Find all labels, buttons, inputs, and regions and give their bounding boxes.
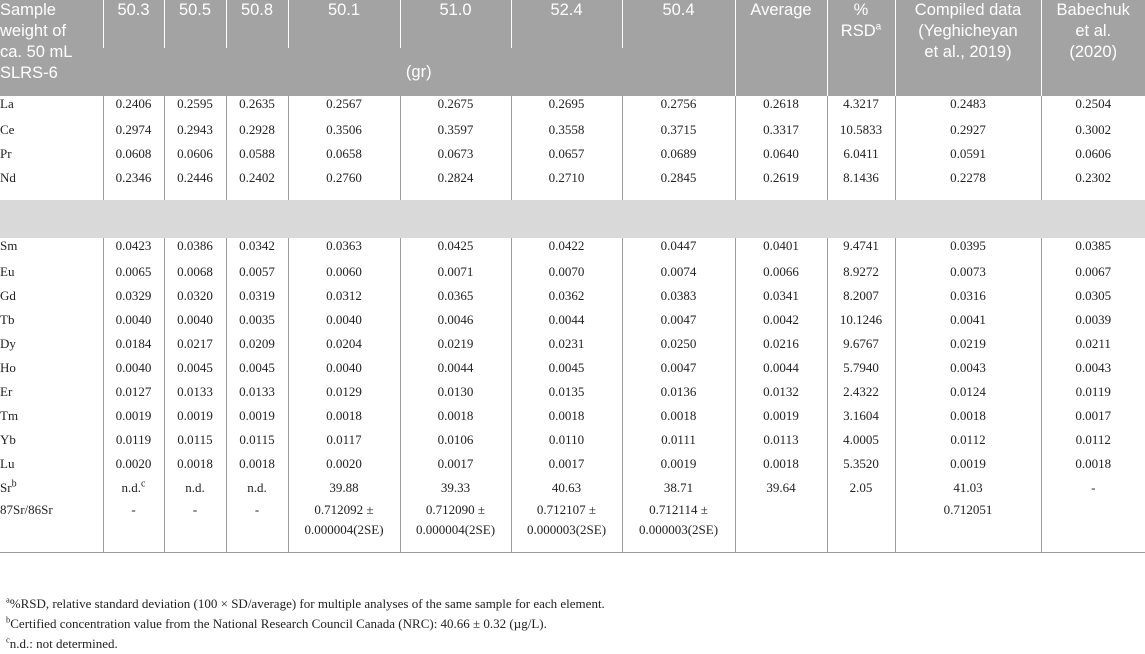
value-cell: 0.0020 — [103, 452, 164, 476]
value-cell: 0.0588 — [226, 142, 288, 166]
value-cell: 0.0209 — [226, 332, 288, 356]
table-row — [0, 332, 1145, 356]
value-cell: 0.2635 — [226, 96, 288, 118]
header-row — [0, 0, 1145, 48]
value-cell: 0.0045 — [511, 356, 622, 380]
table-row — [0, 284, 1145, 308]
spacer-cell — [400, 540, 511, 553]
value-cell: 0.0017 — [400, 452, 511, 476]
weight-header: 50.3 — [103, 0, 164, 48]
value-cell: 0.2756 — [622, 96, 735, 118]
element-cell: Er — [0, 384, 13, 399]
spacer-cell — [895, 540, 1041, 553]
spacer-cell — [164, 540, 226, 553]
value-cell: 0.0065 — [103, 260, 164, 284]
rsd-cell: 6.0411 — [827, 142, 895, 166]
value-cell: - — [103, 500, 164, 540]
value-cell: 0.2675 — [400, 96, 511, 118]
value-cell: 0.0068 — [164, 260, 226, 284]
value-cell: 0.0219 — [400, 332, 511, 356]
value-cell: 0.0383 — [622, 284, 735, 308]
spacer-cell — [288, 540, 400, 553]
rsd-cell — [827, 500, 895, 540]
value-cell: 0.0110 — [511, 428, 622, 452]
value-cell: 0.0231 — [511, 332, 622, 356]
compiled-cell: 0.0041 — [895, 308, 1041, 332]
rsd-cell: 8.9272 — [827, 260, 895, 284]
table-row — [0, 142, 1145, 166]
value-cell: 0.712090 ± 0.000004(2SE) — [400, 500, 511, 540]
rsd-cell: 10.5833 — [827, 118, 895, 142]
value-cell: 0.0020 — [288, 452, 400, 476]
sample-weight-header: Sample weight of ca. 50 mL SLRS-6 — [0, 0, 103, 96]
element-cell: Lu — [0, 456, 15, 471]
table-row — [0, 238, 1145, 260]
footnote: $^b$Certified concentration value from the National Research Council Canada (NRC): 40.66 ± 0.32 (µg/L). — [6, 614, 547, 631]
value-cell: 0.0127 — [103, 380, 164, 404]
value-cell: 0.0312 — [288, 284, 400, 308]
value-cell: 0.0217 — [164, 332, 226, 356]
average-cell: 0.0044 — [735, 356, 827, 380]
weight-header: 50.5 — [164, 0, 226, 48]
value-cell: 0.2446 — [164, 166, 226, 190]
value-cell: 0.0447 — [622, 238, 735, 260]
value-cell: 0.2943 — [164, 118, 226, 142]
value-cell: 0.0040 — [288, 308, 400, 332]
value-cell: 0.0018 — [622, 404, 735, 428]
element-cell: Pr — [0, 146, 12, 161]
babechuk-cell: 0.0018 — [1041, 452, 1145, 476]
value-cell: 0.0040 — [103, 308, 164, 332]
value-cell: 0.0018 — [400, 404, 511, 428]
average-cell: 0.0216 — [735, 332, 827, 356]
compiled-cell: 0.0219 — [895, 332, 1041, 356]
table-row — [0, 166, 1145, 190]
value-cell: 0.0115 — [226, 428, 288, 452]
babechuk-cell: 0.0119 — [1041, 380, 1145, 404]
compiled-cell: 0.0395 — [895, 238, 1041, 260]
value-cell: 0.2595 — [164, 96, 226, 118]
compiled-cell: 0.0316 — [895, 284, 1041, 308]
babechuk-cell: 0.0305 — [1041, 284, 1145, 308]
value-cell: 0.2760 — [288, 166, 400, 190]
value-cell: 0.0423 — [103, 238, 164, 260]
spacer-cell — [622, 540, 735, 553]
table-row — [0, 118, 1145, 142]
rsd-cell: 3.1604 — [827, 404, 895, 428]
value-cell: 0.0017 — [511, 452, 622, 476]
average-header: Average — [735, 0, 827, 96]
babechuk-cell: 0.0112 — [1041, 428, 1145, 452]
average-cell: 0.0018 — [735, 452, 827, 476]
value-cell: 0.0019 — [622, 452, 735, 476]
value-cell: 0.0133 — [226, 380, 288, 404]
value-cell: 39.33 — [400, 476, 511, 500]
value-cell: 0.0111 — [622, 428, 735, 452]
babechuk-cell: 0.0067 — [1041, 260, 1145, 284]
value-cell: 0.0673 — [400, 142, 511, 166]
element-cell: 87Sr/86Sr — [0, 502, 53, 517]
value-cell: 0.2974 — [103, 118, 164, 142]
average-cell: 0.0341 — [735, 284, 827, 308]
value-cell: 0.2567 — [288, 96, 400, 118]
element-cell: Tb — [0, 312, 15, 327]
value-cell: 0.0133 — [164, 380, 226, 404]
value-cell: 38.71 — [622, 476, 735, 500]
babechuk-cell — [1041, 500, 1145, 540]
value-cell: 0.2695 — [511, 96, 622, 118]
element-cell: Ho — [0, 360, 16, 375]
value-cell: 0.0319 — [226, 284, 288, 308]
value-cell: 0.3506 — [288, 118, 400, 142]
value-cell: 0.0047 — [622, 308, 735, 332]
rsd-cell: 9.6767 — [827, 332, 895, 356]
compiled-cell: 0.0112 — [895, 428, 1041, 452]
element-cell: Yb — [0, 432, 16, 447]
table-row — [0, 96, 1145, 118]
value-cell: 0.0019 — [103, 404, 164, 428]
compiled-cell: 0.2278 — [895, 166, 1041, 190]
value-cell: 0.0045 — [226, 356, 288, 380]
value-cell: 0.0130 — [400, 380, 511, 404]
element-cell: La — [0, 96, 14, 111]
value-cell: 0.0342 — [226, 238, 288, 260]
element-cell: Gd — [0, 288, 16, 303]
value-cell: 0.0060 — [288, 260, 400, 284]
weight-header: 51.0 — [400, 0, 511, 48]
compiled-cell: 0.0043 — [895, 356, 1041, 380]
value-cell: 0.0057 — [226, 260, 288, 284]
value-cell: 0.0386 — [164, 238, 226, 260]
compiled-cell: 0.0124 — [895, 380, 1041, 404]
value-cell: 39.88 — [288, 476, 400, 500]
average-cell: 0.3317 — [735, 118, 827, 142]
average-cell: 0.2619 — [735, 166, 827, 190]
average-cell: 0.0640 — [735, 142, 827, 166]
footnote: $^a$%RSD, relative standard deviation (100 × SD/average) for multiple analyses of the same sample for each element. — [6, 594, 605, 611]
value-cell: n.d. — [226, 476, 288, 500]
value-cell: 0.0425 — [400, 238, 511, 260]
value-cell: 0.0070 — [511, 260, 622, 284]
compiled-cell: 0.2927 — [895, 118, 1041, 142]
value-cell: 0.0035 — [226, 308, 288, 332]
rsd-cell: 8.1436 — [827, 166, 895, 190]
compiled-cell: 0.0073 — [895, 260, 1041, 284]
babechuk-header: Babechuk et al. (2020) — [1041, 0, 1145, 96]
table-row — [0, 428, 1145, 452]
table-row-sr — [0, 476, 1145, 500]
value-cell: 0.0184 — [103, 332, 164, 356]
rsd-cell: 2.05 — [827, 476, 895, 500]
value-cell: 0.0018 — [288, 404, 400, 428]
table-row — [0, 404, 1145, 428]
rsd-cell: 8.2007 — [827, 284, 895, 308]
babechuk-cell: 0.2302 — [1041, 166, 1145, 190]
babechuk-cell: 0.0043 — [1041, 356, 1145, 380]
value-cell: 0.0019 — [226, 404, 288, 428]
value-cell: 0.712114 ± 0.000003(2SE) — [622, 500, 735, 540]
value-cell: - — [164, 500, 226, 540]
table-row — [0, 260, 1145, 284]
value-cell: 0.0608 — [103, 142, 164, 166]
value-cell: n.d. — [164, 476, 226, 500]
separator-band — [0, 190, 1145, 238]
spacer-cell — [511, 540, 622, 553]
value-cell: 0.0046 — [400, 308, 511, 332]
table-row — [0, 452, 1145, 476]
value-cell: 0.0044 — [400, 356, 511, 380]
value-cell: 0.0018 — [511, 404, 622, 428]
element-cell: Ce — [0, 122, 15, 137]
babechuk-cell: 0.0039 — [1041, 308, 1145, 332]
spacer-cell — [827, 540, 895, 553]
average-cell: 0.0113 — [735, 428, 827, 452]
value-cell: 0.0071 — [400, 260, 511, 284]
table-row — [0, 356, 1145, 380]
value-cell: 0.3597 — [400, 118, 511, 142]
value-cell: 0.0362 — [511, 284, 622, 308]
value-cell: 0.0204 — [288, 332, 400, 356]
rsd-cell: 5.3520 — [827, 452, 895, 476]
value-cell: 0.0115 — [164, 428, 226, 452]
element-cell: Nd — [0, 170, 16, 185]
average-cell: 0.0401 — [735, 238, 827, 260]
average-cell: 39.64 — [735, 476, 827, 500]
rsd-cell: 9.4741 — [827, 238, 895, 260]
value-cell: 0.2710 — [511, 166, 622, 190]
value-cell: 0.712092 ± 0.000004(2SE) — [288, 500, 400, 540]
value-cell: 0.0689 — [622, 142, 735, 166]
spacer-cell — [226, 540, 288, 553]
element-cell: Eu — [0, 264, 15, 279]
value-cell: 0.3715 — [622, 118, 735, 142]
value-cell: 0.0040 — [164, 308, 226, 332]
value-cell: 0.0040 — [103, 356, 164, 380]
value-cell: 0.0250 — [622, 332, 735, 356]
value-cell: 0.0074 — [622, 260, 735, 284]
value-cell: 0.712107 ± 0.000003(2SE) — [511, 500, 622, 540]
value-cell: 0.0045 — [164, 356, 226, 380]
value-cell: 0.0135 — [511, 380, 622, 404]
babechuk-cell: - — [1041, 476, 1145, 500]
table-row — [0, 308, 1145, 332]
value-cell: 0.3558 — [511, 118, 622, 142]
compiled-cell: 0.0591 — [895, 142, 1041, 166]
rsd-header: % RSD$^a$ — [827, 0, 895, 96]
table-row — [0, 380, 1145, 404]
value-cell: 0.0365 — [400, 284, 511, 308]
average-cell: 0.0042 — [735, 308, 827, 332]
babechuk-cell: 0.0606 — [1041, 142, 1145, 166]
value-cell: 0.0117 — [288, 428, 400, 452]
value-cell: 0.0018 — [226, 452, 288, 476]
element-cell: Tm — [0, 408, 19, 423]
compiled-data-header: Compiled data (Yeghicheyan et al., 2019) — [895, 0, 1041, 96]
value-cell: 0.0119 — [103, 428, 164, 452]
spacer-cell — [0, 540, 103, 553]
footnotes — [6, 594, 605, 654]
value-cell: 0.2406 — [103, 96, 164, 118]
weight-header: 50.1 — [288, 0, 400, 48]
value-cell: 0.0019 — [164, 404, 226, 428]
value-cell: 0.2845 — [622, 166, 735, 190]
element-cell: Sm — [0, 238, 18, 253]
rsd-cell: 2.4322 — [827, 380, 895, 404]
average-cell — [735, 500, 827, 540]
value-cell: 0.2402 — [226, 166, 288, 190]
value-cell: n.d.$^c$ — [103, 476, 164, 500]
rsd-cell: 4.3217 — [827, 96, 895, 118]
value-cell: 40.63 — [511, 476, 622, 500]
value-cell: 0.0657 — [511, 142, 622, 166]
footnote: $^c$n.d.: not determined. — [6, 634, 118, 651]
weight-header: 50.4 — [622, 0, 735, 48]
compiled-cell: 0.0019 — [895, 452, 1041, 476]
average-cell: 0.0132 — [735, 380, 827, 404]
babechuk-cell: 0.0211 — [1041, 332, 1145, 356]
value-cell: 0.0422 — [511, 238, 622, 260]
spacer-cell — [103, 540, 164, 553]
value-cell: 0.0658 — [288, 142, 400, 166]
babechuk-cell: 0.3002 — [1041, 118, 1145, 142]
weight-header: 52.4 — [511, 0, 622, 48]
value-cell: 0.0363 — [288, 238, 400, 260]
babechuk-cell: 0.2504 — [1041, 96, 1145, 118]
value-cell: 0.0320 — [164, 284, 226, 308]
value-cell: 0.0106 — [400, 428, 511, 452]
value-cell: 0.0044 — [511, 308, 622, 332]
value-cell: 0.0040 — [288, 356, 400, 380]
value-cell: 0.0018 — [164, 452, 226, 476]
value-cell: 0.0129 — [288, 380, 400, 404]
value-cell: 0.0606 — [164, 142, 226, 166]
element-cell: Sr$^b$ — [0, 478, 17, 495]
spacer-cell — [1041, 540, 1145, 553]
compiled-cell: 0.0018 — [895, 404, 1041, 428]
average-cell: 0.0019 — [735, 404, 827, 428]
table-body-bottom — [0, 238, 1145, 553]
unit-header: (gr) — [103, 48, 735, 96]
babechuk-cell: 0.0385 — [1041, 238, 1145, 260]
average-cell: 0.0066 — [735, 260, 827, 284]
value-cell: - — [226, 500, 288, 540]
rsd-cell: 10.1246 — [827, 308, 895, 332]
weight-header: 50.8 — [226, 0, 288, 48]
value-cell: 0.2928 — [226, 118, 288, 142]
spacer-cell — [735, 540, 827, 553]
rsd-cell: 4.0005 — [827, 428, 895, 452]
value-cell: 0.2346 — [103, 166, 164, 190]
table-row-isotope — [0, 500, 1145, 540]
value-cell: 0.0136 — [622, 380, 735, 404]
compiled-cell: 41.03 — [895, 476, 1041, 500]
value-cell: 0.0047 — [622, 356, 735, 380]
babechuk-cell: 0.0017 — [1041, 404, 1145, 428]
compiled-cell: 0.712051 — [895, 500, 1041, 540]
average-cell: 0.2618 — [735, 96, 827, 118]
value-cell: 0.0329 — [103, 284, 164, 308]
compiled-cell: 0.2483 — [895, 96, 1041, 118]
value-cell: 0.2824 — [400, 166, 511, 190]
table-body-top — [0, 96, 1145, 190]
rsd-cell: 5.7940 — [827, 356, 895, 380]
element-cell: Dy — [0, 336, 16, 351]
